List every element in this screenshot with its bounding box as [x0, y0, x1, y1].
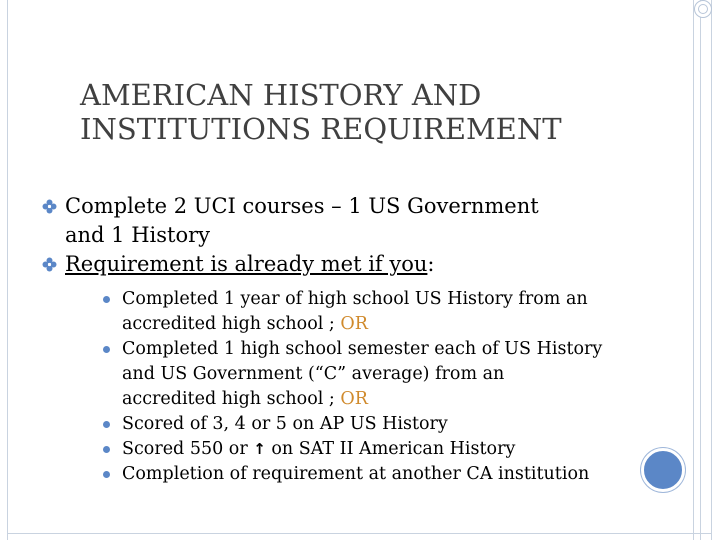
title-line: AMERICAN HISTORY AND [80, 78, 482, 112]
list-item [85, 462, 645, 487]
flower-bullet-icon [42, 257, 57, 272]
dot-bullet-icon [103, 296, 110, 303]
list-item [85, 437, 645, 462]
title-line: INSTITUTIONS REQUIREMENT [80, 112, 562, 146]
main-bullet-list [38, 192, 638, 487]
list-item [85, 337, 645, 412]
sub-bullet-text: and US Government (“C” average) from an [122, 364, 505, 384]
sub-bullet-text: Completed 1 high school semester each of US History [122, 339, 603, 359]
bullet-text: Requirement is already met if you [65, 252, 428, 276]
sub-bullet-text: accredited high school ; [122, 314, 341, 334]
sub-bullet-text: on SAT II American History [265, 439, 516, 459]
sub-bullet-text: Scored 550 or [122, 439, 254, 459]
sub-bullet-text: Completed 1 year of high school US History from an [122, 289, 588, 309]
or-label: OR [340, 389, 368, 409]
or-label: OR [340, 314, 368, 334]
bullet-suffix: : [427, 252, 435, 276]
list-item [38, 250, 638, 487]
sub-bullet-text: Scored of 3, 4 or 5 on AP US History [122, 414, 448, 434]
list-item [85, 287, 645, 337]
dot-bullet-icon [103, 346, 110, 353]
dot-bullet-icon [103, 421, 110, 428]
list-item [85, 412, 645, 437]
border-line [693, 0, 694, 540]
decorative-circle-icon [641, 448, 685, 492]
border-line [700, 0, 701, 540]
border-line [7, 0, 8, 540]
sub-bullet-list [85, 287, 645, 487]
border-line [7, 533, 711, 534]
up-arrow-icon: ↑ [253, 440, 266, 458]
decorative-ring-icon [694, 0, 712, 18]
flower-bullet-icon [42, 199, 57, 214]
dot-bullet-icon [103, 446, 110, 453]
list-item [38, 192, 638, 250]
sub-bullet-text: Completion of requirement at another CA institution [122, 464, 590, 484]
dot-bullet-icon [103, 471, 110, 478]
border-line [711, 0, 712, 540]
slide-title [80, 78, 640, 146]
bullet-text: and 1 History [65, 223, 210, 247]
sub-bullet-text: accredited high school ; [122, 389, 341, 409]
bullet-text: Complete 2 UCI courses – 1 US Government [65, 194, 539, 218]
